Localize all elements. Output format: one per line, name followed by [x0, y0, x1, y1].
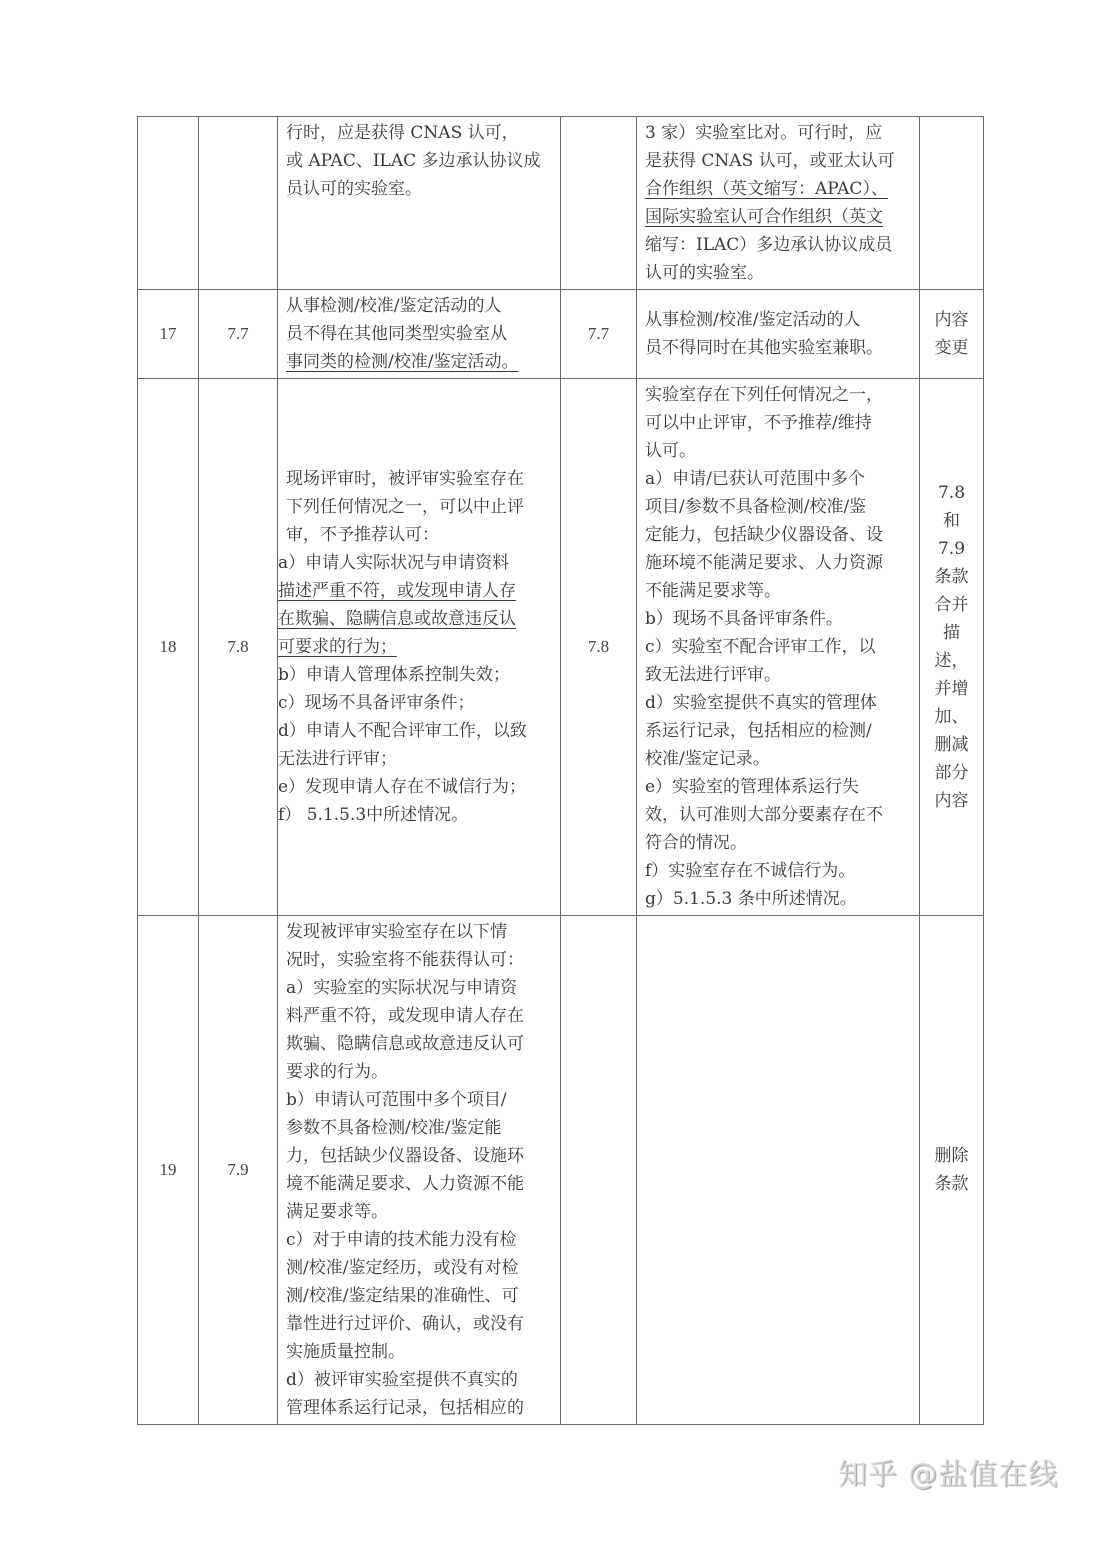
watermark: 知乎 @盐值在线	[838, 1457, 1059, 1491]
text-line: 下列任何情况之一，可以中止评	[286, 497, 524, 517]
text-line: 员不得在其他同类型实验室从	[286, 324, 507, 344]
text-line: 施环境不能满足要求、人力资源	[645, 553, 883, 573]
text-line: 是获得 CNAS 认可，或亚太认可	[645, 151, 895, 171]
text-line: e）发现申请人存在不诚信行为；	[278, 777, 527, 797]
text-line-underlined: 国际实验室认可合作组织（英文	[645, 207, 883, 227]
row-number	[138, 117, 199, 290]
text-line: d）申请人不配合评审工作，以致	[278, 721, 527, 741]
text-line: 致无法进行评审。	[645, 665, 781, 685]
text-line: 测/校准/鉴定结果的准确性、可	[286, 1286, 519, 1306]
text-line: a）申请/已获认可范围中多个	[645, 469, 865, 489]
row-number: 18	[138, 379, 199, 916]
text-line: 料严重不符，或发现申请人存在	[286, 1006, 524, 1026]
text-line: 系运行记录，包括相应的检测/	[645, 721, 872, 741]
note-line: 7.9	[937, 539, 966, 559]
text-line: 缩写：ILAC）多边承认协议成员	[645, 235, 893, 255]
old-clause-text	[278, 290, 561, 379]
text-line: d）实验室提供不真实的管理体	[645, 693, 877, 713]
text-line: d）被评审实验室提供不真实的	[286, 1370, 518, 1390]
text-line: 发现被评审实验室存在以下情	[286, 922, 507, 942]
text-line: 实验室存在下列任何情况之一，	[645, 385, 883, 405]
table-row-19	[138, 916, 984, 1425]
new-clause-text	[637, 117, 920, 290]
old-clause-number: 7.8	[199, 379, 278, 916]
text-line: 定能力，包括缺少仪器设备、设	[645, 525, 883, 545]
text-line: 员不得同时在其他实验室兼职。	[645, 338, 883, 358]
text-line: g）5.1.5.3 条中所述情况。	[645, 889, 857, 909]
new-clause-number	[561, 117, 637, 290]
text-line: f） 5.1.5.3中所述情况。	[278, 805, 469, 825]
text-line: c）对于申请的技术能力没有检	[286, 1230, 517, 1250]
old-clause-text	[278, 916, 561, 1425]
text-line: 效，认可准则大部分要素存在不	[645, 805, 883, 825]
new-clause-text	[637, 379, 920, 916]
text-line: 无法进行评审；	[278, 749, 397, 769]
row-number: 19	[138, 916, 199, 1425]
text-line: c）现场不具备评审条件；	[278, 693, 475, 713]
text-line: 不能满足要求等。	[645, 581, 781, 601]
text-line: 满足要求等。	[286, 1202, 388, 1222]
text-line: 行时，应是获得 CNAS 认可，	[286, 123, 519, 143]
text-line: 参数不具备检测/校准/鉴定能	[286, 1118, 502, 1138]
text-line-underlined: 在欺骗、隐瞒信息或故意违反认	[278, 609, 516, 629]
text-line: 审，不予推荐认可：	[286, 525, 439, 545]
new-clause-number: 7.7	[561, 290, 637, 379]
note-line: 和	[943, 511, 960, 531]
text-line: 实施质量控制。	[286, 1342, 405, 1362]
text-line: 测/校准/鉴定经历，或没有对检	[286, 1258, 519, 1278]
change-note	[920, 379, 984, 916]
note-line: 加、	[934, 707, 969, 727]
change-note	[920, 290, 984, 379]
text-line: c）实验室不配合评审工作，以	[645, 637, 876, 657]
table-row-18	[138, 379, 984, 916]
text-line: 从事检测/校准/鉴定活动的人	[645, 310, 861, 330]
old-clause-number: 7.7	[199, 290, 278, 379]
new-clause-number	[561, 916, 637, 1425]
old-clause-number	[199, 117, 278, 290]
note-line: 并增	[934, 679, 969, 699]
new-clause-text	[637, 290, 920, 379]
text-line-underlined: 事同类的检测/校准/鉴定活动。	[286, 352, 519, 372]
new-clause-number: 7.8	[561, 379, 637, 916]
text-line-underlined: 可要求的行为；	[278, 637, 397, 657]
text-line: f）实验室存在不诚信行为。	[645, 861, 856, 881]
note-line: 部分	[934, 763, 969, 783]
text-line: 境不能满足要求、人力资源不能	[286, 1174, 524, 1194]
text-line: 员认可的实验室。	[286, 179, 422, 199]
text-line: 从事检测/校准/鉴定活动的人	[286, 296, 502, 316]
text-line: 现场评审时，被评审实验室存在	[286, 469, 524, 489]
text-line: a）实验室的实际状况与申请资	[286, 978, 518, 998]
text-line: 靠性进行过评价、确认，或没有	[286, 1314, 524, 1334]
note-line: 描	[943, 623, 960, 643]
text-line: b）现场不具备评审条件。	[645, 609, 843, 629]
old-clause-number: 7.9	[199, 916, 278, 1425]
text-line: e）实验室的管理体系运行失	[645, 777, 860, 797]
note-line: 删减	[934, 735, 969, 755]
text-line: a）申请人实际状况与申请资料	[278, 553, 510, 573]
text-line: b）申请认可范围中多个项目/	[286, 1090, 507, 1110]
note-line: 合并	[934, 595, 969, 615]
text-line: 要求的行为。	[286, 1062, 388, 1082]
clause-comparison-table	[137, 116, 984, 1425]
old-clause-text	[278, 117, 561, 290]
text-line: 欺骗、隐瞒信息或故意违反认可	[286, 1034, 524, 1054]
note-line: 条款	[934, 1174, 969, 1194]
note-line: 7.8	[937, 483, 966, 503]
text-line: 项目/参数不具备检测/校准/鉴	[645, 497, 867, 517]
text-line: 力，包括缺少仪器设备、设施环	[286, 1146, 524, 1166]
table-row-17	[138, 290, 984, 379]
old-clause-text	[278, 379, 561, 916]
text-line: 3 家）实验室比对。可行时，应	[645, 123, 883, 143]
text-line: 认可。	[645, 441, 696, 461]
text-line-underlined: 描述严重不符，或发现申请人存	[278, 581, 516, 601]
note-line: 内容	[934, 791, 969, 811]
text-line: 符合的情况。	[645, 833, 747, 853]
text-line: 校准/鉴定记录。	[645, 749, 770, 769]
text-line: 管理体系运行记录，包括相应的	[286, 1398, 524, 1418]
text-line: 认可的实验室。	[645, 263, 764, 283]
note-line: 条款	[934, 567, 969, 587]
table-row-continuation	[138, 117, 984, 290]
text-line: 可以中止评审，不予推荐/维持	[645, 413, 872, 433]
text-line: b）申请人管理体系控制失效；	[278, 665, 510, 685]
text-line-underlined: 合作组织（英文缩写：APAC）、	[645, 179, 888, 199]
row-number: 17	[138, 290, 199, 379]
note-line: 述，	[934, 651, 969, 671]
note-line: 变更	[934, 338, 969, 358]
new-clause-text	[637, 916, 920, 1425]
note-line: 内容	[934, 310, 969, 330]
text-line: 况时，实验室将不能获得认可：	[286, 950, 524, 970]
note-line: 删除	[934, 1146, 969, 1166]
change-note	[920, 916, 984, 1425]
text-line: 或 APAC、ILAC 多边承认协议成	[286, 151, 541, 171]
change-note	[920, 117, 984, 290]
